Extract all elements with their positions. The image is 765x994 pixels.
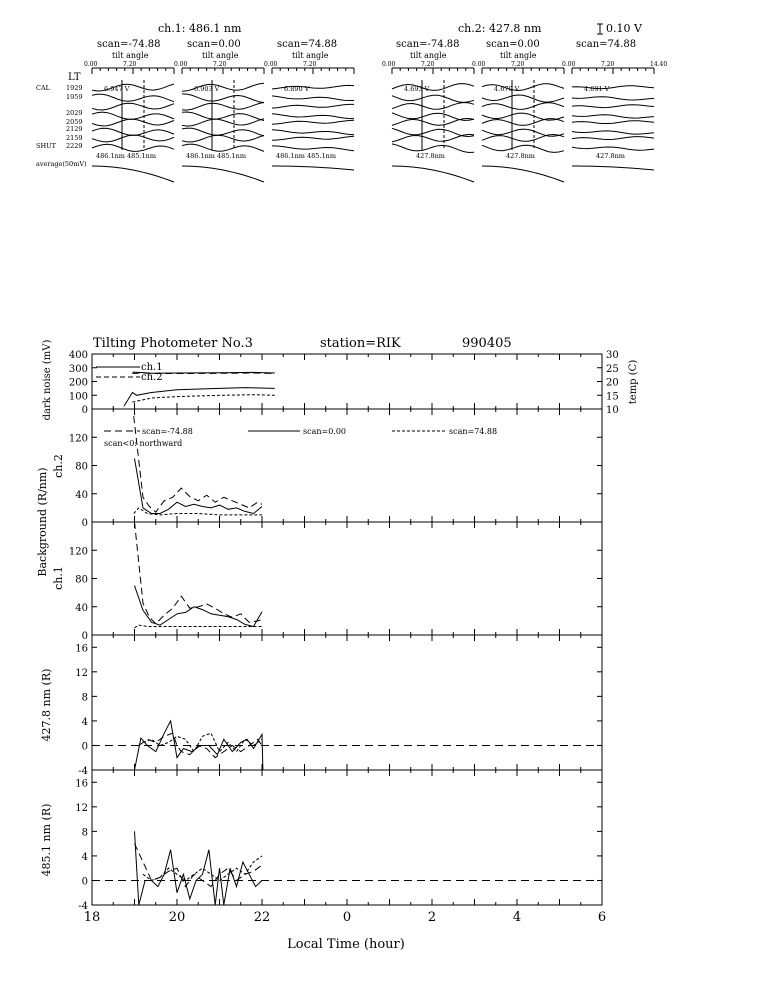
date-label: 990405	[462, 336, 512, 351]
scan-trace	[392, 95, 474, 102]
row-label: 2229	[66, 142, 83, 150]
x-tick-label: 2	[427, 910, 437, 925]
tilt-tick-6c: 14.40	[650, 61, 668, 68]
scan-trace	[92, 119, 174, 126]
average-curve	[272, 166, 354, 170]
series-line-scan-74-88	[135, 625, 263, 628]
x-tick-label: 22	[253, 910, 271, 925]
x-tick-label: 0	[342, 910, 352, 925]
plot-frame	[92, 409, 602, 522]
y2-tick-label: 10	[606, 405, 619, 416]
tilt-tick-1c: 0.00	[174, 61, 188, 68]
panel-voltage: 4.670 V	[494, 85, 520, 93]
legend-ch1: ch.1	[141, 362, 163, 373]
scan-trace	[182, 135, 264, 142]
tilt-label-3: tilt angle	[292, 51, 329, 60]
y-tick-label: 100	[68, 391, 88, 403]
427-ylabel: 427.8 nm (R)	[40, 668, 53, 742]
tilt-tick-1a: 0.00	[84, 61, 98, 68]
tilt-tick-4b: 7.20	[421, 61, 435, 68]
y2-tick-label: 20	[606, 377, 619, 389]
mini-panel	[182, 68, 264, 182]
scan-trace	[572, 97, 654, 100]
x-tick-label: 20	[168, 910, 186, 925]
row-label: 2029	[66, 109, 83, 117]
row-label: 2159	[66, 134, 83, 142]
plot-frame	[92, 522, 602, 635]
panel-485.1nm	[75, 770, 606, 925]
scan-trace	[482, 129, 564, 136]
scan-trace	[272, 96, 354, 101]
scan-trace	[392, 134, 474, 142]
series-line-aux-3	[132, 395, 274, 402]
scan-trace	[272, 146, 354, 151]
panel-wavelength: 427.8nm	[416, 152, 445, 160]
lt-label: LT	[68, 72, 81, 83]
scan-trace	[272, 104, 354, 108]
scan-trace	[572, 131, 654, 134]
scan-trace	[392, 119, 474, 126]
y-tick-label: 0	[81, 876, 88, 888]
plot-frame	[92, 635, 602, 770]
tilt-label-5: tilt angle	[500, 51, 537, 60]
station-label: station=RIK	[320, 336, 401, 351]
mini-panel	[92, 68, 174, 182]
panel-voltage: 6.947 V	[104, 85, 130, 93]
x-tick-label: 4	[512, 910, 522, 925]
scan-trace	[92, 94, 174, 102]
scan-label-5: scan=0.00	[486, 39, 540, 50]
scan-trace	[572, 115, 654, 118]
panel-wavelength: 486.1nm 485.1nm	[96, 152, 156, 160]
ch2-ylabel: ch.2	[52, 454, 65, 478]
scan-trace	[182, 119, 264, 126]
background-ylabel: Background (R/nm)	[36, 467, 49, 577]
temp-ylabel: temp (C)	[628, 359, 639, 405]
row-label: SHUT	[36, 142, 56, 150]
y-tick-label: 80	[75, 461, 88, 473]
y2-tick-label: 25	[606, 363, 619, 375]
scan-trace	[182, 144, 264, 151]
y-tick-label: 12	[75, 667, 88, 679]
row-label: 1929	[66, 84, 83, 92]
scan-trace	[572, 147, 654, 150]
y-tick-label: 200	[68, 377, 88, 389]
scan-trace	[272, 136, 354, 140]
x-tick-label: 18	[83, 910, 101, 925]
tilt-tick-3b: 7.20	[303, 61, 317, 68]
scan-trace	[92, 144, 174, 151]
scan-trace	[92, 112, 174, 119]
panel-wavelength: 486.1nm 485.1nm	[186, 152, 246, 160]
legend-ch2: ch.2	[141, 372, 163, 383]
y-tick-label: 40	[75, 602, 88, 614]
panel-427.8nm	[75, 635, 602, 777]
y-tick-label: -4	[78, 901, 88, 912]
tilt-tick-6b: 7.20	[601, 61, 615, 68]
y-tick-label: 300	[68, 363, 88, 375]
y-tick-label: 0	[81, 518, 88, 529]
dark-noise-legend	[96, 362, 163, 383]
scan-label-4: scan=-74.88	[396, 39, 460, 50]
x-axis-label: Local Time (hour)	[287, 937, 405, 952]
series-line-aux-2	[124, 388, 275, 407]
panel-wavelength: 486.1nm 485.1nm	[276, 152, 336, 160]
scan-label-6: scan=74.88	[576, 39, 637, 50]
y-tick-label: 0	[81, 405, 88, 416]
y-tick-label: 4	[81, 716, 88, 728]
ch1-ylabel: ch.1	[52, 566, 65, 590]
scan-trace	[482, 103, 564, 110]
485-ylabel: 485.1 nm (R)	[40, 803, 53, 877]
mini-panel	[572, 68, 654, 170]
scan-trace	[572, 121, 654, 124]
y-tick-label: 12	[75, 802, 88, 814]
tilt-label-2: tilt angle	[202, 51, 239, 60]
tilt-tick-2b: 7.20	[213, 61, 227, 68]
ch2-title: ch.2: 427.8 nm	[458, 22, 542, 35]
scan-trace	[272, 130, 354, 135]
y-tick-label: 8	[81, 692, 88, 704]
mini-panel	[272, 68, 354, 170]
y2-tick-label: 15	[606, 391, 619, 403]
mini-panel	[482, 68, 564, 182]
average-curve	[572, 166, 654, 170]
row-label: 1959	[66, 93, 83, 101]
tilt-tick-5b: 7.20	[511, 61, 525, 68]
tilt-tick-2c: 0.00	[264, 61, 278, 68]
scan-trace	[182, 112, 264, 121]
scan-trace	[482, 95, 564, 102]
scan-trace	[92, 103, 174, 110]
scan-trace	[572, 137, 654, 140]
scan-trace	[572, 105, 654, 108]
panel-voltage: 6.890 V	[284, 85, 310, 93]
average-label: average(50mV)	[36, 160, 87, 168]
scan-trace	[392, 103, 474, 110]
y2-tick-label: 30	[606, 350, 619, 361]
y-tick-label: 16	[75, 778, 88, 790]
scan-trace	[182, 94, 264, 103]
y-tick-label: 0	[81, 631, 88, 642]
y-tick-label: 16	[75, 643, 88, 655]
y-tick-label: 120	[68, 433, 88, 445]
scan-trace	[92, 128, 174, 135]
mini-panels	[92, 68, 654, 182]
y-tick-label: 0	[81, 741, 88, 753]
panel-wavelength: 427.8nm	[596, 152, 625, 160]
scan-summary-block	[36, 22, 667, 182]
scan-trace	[92, 135, 174, 142]
legend-scan-zero: scan=0.00	[303, 427, 347, 436]
y-tick-label: 120	[68, 546, 88, 558]
scan-trace	[182, 128, 264, 136]
panel-voltage: 4.691 V	[584, 85, 610, 93]
scan-label-3: scan=74.88	[277, 39, 338, 50]
panel-dark-noise	[69, 350, 619, 416]
y-tick-label: 40	[75, 489, 88, 501]
y-tick-label: 400	[68, 350, 88, 361]
plot-frame	[92, 770, 602, 905]
ch1-title: ch.1: 486.1 nm	[158, 22, 242, 35]
y-tick-label: 4	[81, 851, 88, 863]
scan-trace	[182, 102, 264, 110]
figure-title: Tilting Photometer No.3	[93, 336, 253, 351]
row-label: 2129	[66, 125, 83, 133]
scan-legend	[104, 427, 497, 448]
scan-note: scan<0: northward	[104, 439, 183, 448]
panel-wavelength: 427.8nm	[506, 152, 535, 160]
average-curve	[392, 166, 474, 182]
row-label: CAL	[36, 84, 50, 92]
series-line-scan-74-88	[143, 856, 262, 881]
scan-label-2: scan=0.00	[187, 39, 241, 50]
scale-label: 0.10 V	[606, 22, 642, 35]
scan-trace	[272, 114, 354, 119]
scan-label-1: scan=-74.88	[97, 39, 161, 50]
scan-trace	[272, 120, 354, 124]
plot-frame	[92, 354, 602, 409]
row-label: 2059	[66, 118, 83, 126]
tilt-tick-5a: 0.00	[472, 61, 486, 68]
panel-ch1-background	[69, 522, 602, 642]
tilt-label-1: tilt angle	[112, 51, 149, 60]
y-tick-label: 8	[81, 827, 88, 839]
y-tick-label: 80	[75, 574, 88, 586]
panel-voltage: 4.693 V	[404, 85, 430, 93]
dark-noise-ylabel: dark noise (mV)	[42, 339, 53, 421]
legend-scan-neg: scan=-74.88	[142, 427, 193, 436]
tilt-label-4: tilt angle	[410, 51, 447, 60]
series-line-scan-0-00	[135, 586, 263, 627]
mini-panel	[392, 68, 474, 182]
tilt-tick-4a: 0.00	[382, 61, 396, 68]
average-curve	[182, 166, 264, 182]
tilt-tick-1b: 7.20	[123, 61, 137, 68]
time-series-panels	[69, 350, 619, 925]
tilt-tick-6a: 0.00	[562, 61, 576, 68]
average-curve	[92, 166, 174, 182]
x-tick-label: 6	[597, 910, 607, 925]
scan-trace	[482, 135, 564, 142]
legend-scan-pos: scan=74.88	[449, 427, 498, 436]
average-curve	[482, 166, 564, 182]
series-line-scan-0-00	[135, 831, 263, 905]
y-tick-label: -4	[78, 766, 88, 777]
time-row-labels	[36, 84, 83, 150]
panel-voltage: 6.903 V	[194, 85, 220, 93]
